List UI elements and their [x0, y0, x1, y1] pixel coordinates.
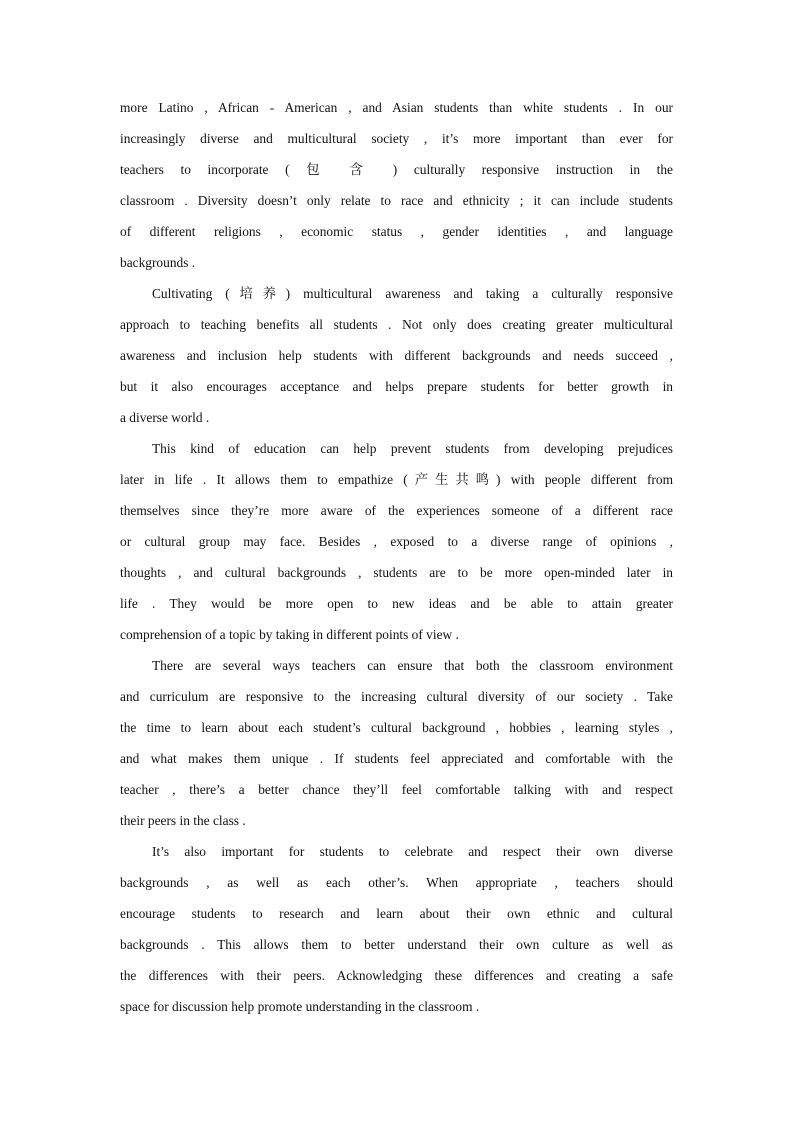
document-body — [120, 92, 673, 1022]
text-line: their peers in the class . — [120, 813, 246, 828]
text-line: or cultural group may face. Besides , exposed to a diverse range of opinions , — [120, 534, 673, 549]
text-line: life . They would be more open to new ideas and be able to attain greater — [120, 596, 673, 611]
text-line: of different religions , economic status , gender identities , and language — [120, 224, 673, 239]
text-line: backgrounds , as well as each other’s. When appropriate , teachers should — [120, 875, 673, 890]
text-line: This kind of education can help prevent students from developing prejudices — [152, 441, 673, 456]
paragraph-5 — [120, 836, 673, 1022]
text-line: a diverse world . — [120, 410, 210, 425]
text-line: teacher , there’s a better chance they’ll feel comfortable talking with and respect — [120, 782, 673, 797]
text-line: teachers to incorporate ( 包 含 ) culturally responsive instruction in the — [120, 162, 673, 177]
text-line: more Latino , African - American , and Asian students than white students . In our — [120, 100, 673, 115]
text-line: but it also encourages acceptance and helps prepare students for better growth in — [120, 379, 673, 394]
text-line: There are several ways teachers can ensure that both the classroom environment — [152, 658, 673, 673]
text-line: and curriculum are responsive to the increasing cultural diversity of our society . Take — [120, 689, 673, 704]
text-line: Cultivating (培养) multicultural awareness and taking a culturally responsive — [152, 286, 673, 301]
text-line: backgrounds . — [120, 255, 196, 270]
text-line: comprehension of a topic by taking in different points of view . — [120, 627, 459, 642]
text-line: It’s also important for students to celebrate and respect their own diverse — [152, 844, 673, 859]
text-line: encourage students to research and learn about their own ethnic and cultural — [120, 906, 673, 921]
text-line: and what makes them unique . If students feel appreciated and comfortable with the — [120, 751, 673, 766]
text-line: the differences with their peers. Acknowledging these differences and creating a safe — [120, 968, 673, 983]
paragraph-4 — [120, 650, 673, 836]
text-line: thoughts , and cultural backgrounds , students are to be more open-minded later in — [120, 565, 673, 580]
text-line: themselves since they’re more aware of the experiences someone of a different race — [120, 503, 673, 518]
paragraph-1 — [120, 92, 673, 278]
text-line: later in life . It allows them to empathize (产生共鸣) with people different from — [120, 472, 673, 487]
text-line: awareness and inclusion help students with different backgrounds and needs succeed , — [120, 348, 673, 363]
text-line: space for discussion help promote understanding in the classroom . — [120, 999, 480, 1014]
text-line: backgrounds . This allows them to better understand their own culture as well as — [120, 937, 673, 952]
text-line: increasingly diverse and multicultural society , it’s more important than ever for — [120, 131, 673, 146]
text-line: classroom . Diversity doesn’t only relate to race and ethnicity ; it can include students — [120, 193, 673, 208]
paragraph-3 — [120, 433, 673, 650]
text-line: approach to teaching benefits all students . Not only does creating greater multicultural — [120, 317, 673, 332]
paragraph-2 — [120, 278, 673, 433]
text-line: the time to learn about each student’s cultural background , hobbies , learning styles , — [120, 720, 673, 735]
